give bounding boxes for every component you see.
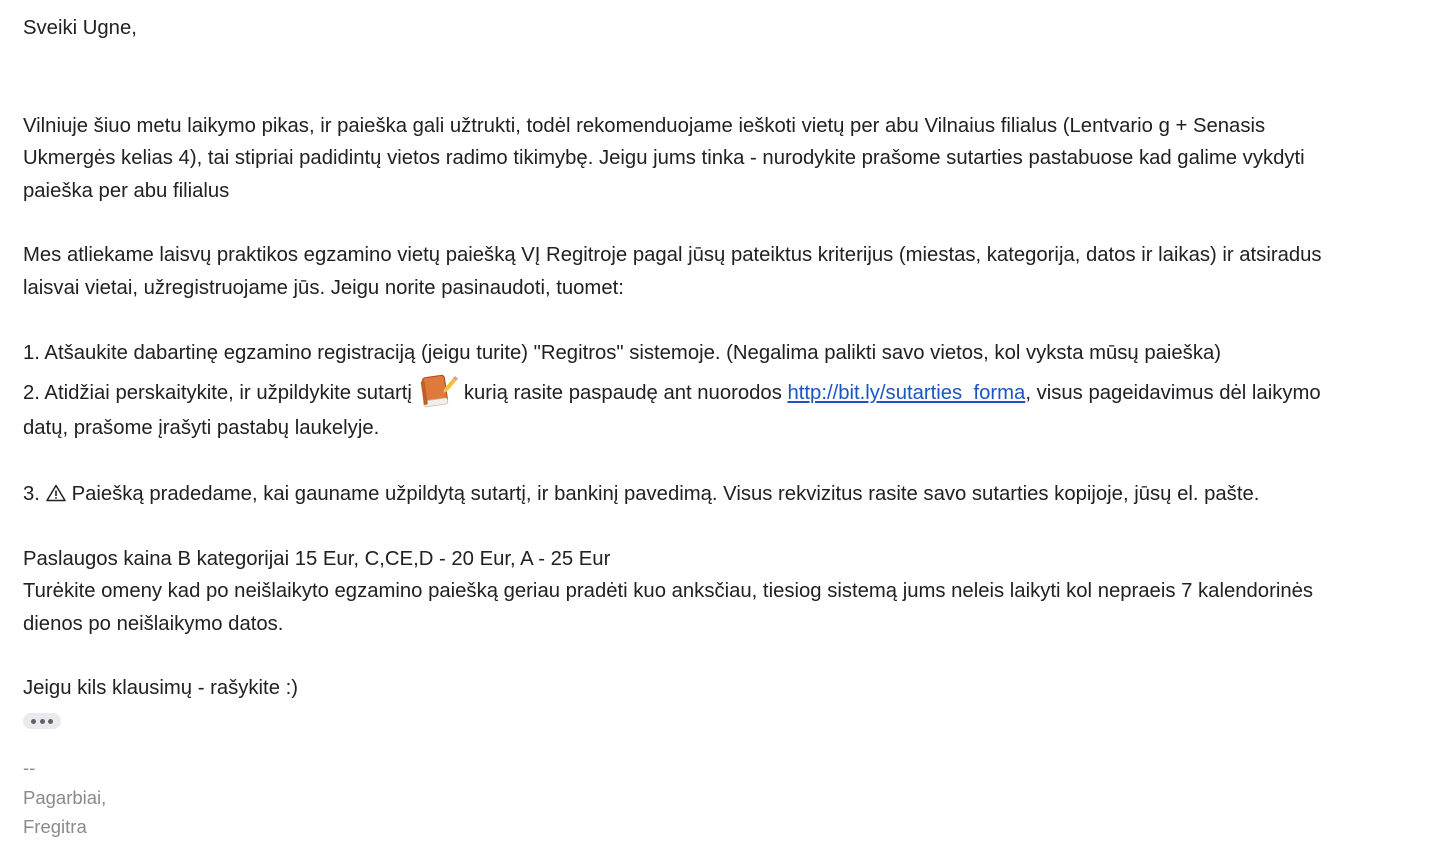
signature-name: Fregitra bbox=[23, 816, 87, 837]
paragraph-line: dienos po neišlaikymo datos. bbox=[23, 612, 284, 635]
greeting: Sveiki Ugne, bbox=[23, 17, 137, 39]
email-body bbox=[23, 12, 1423, 842]
step-2-text-end: , visus pageidavimus dėl laikymo bbox=[1025, 382, 1321, 404]
step-1: 1. Atšaukite dabartinę egzamino registraciją (jeigu turite) "Regitros" sistemoje. (Negalima palikti savo vietos, kol vyksta mūsų paieška) bbox=[23, 342, 1221, 364]
step-3-prefix: 3. bbox=[23, 483, 46, 505]
show-trimmed-content-button[interactable] bbox=[23, 713, 61, 729]
paragraph-line: Turėkite omeny kad po neišlaikyto egzamino paiešką geriau pradėti kuo anksčiau, tiesiog sistemą jums neleis laikyti kol nepraeis 7 kalendorinės bbox=[23, 580, 1314, 602]
step-2 bbox=[23, 371, 1423, 411]
warning-icon bbox=[46, 480, 66, 498]
contract-form-link[interactable]: http://bit.ly/sutarties_forma bbox=[787, 382, 1026, 404]
paragraph-note bbox=[23, 575, 1423, 640]
step-2-line-2: datų, prašome įrašyti pastabų laukelyje. bbox=[23, 417, 380, 439]
paragraph-line: Mes atliekame laisvų praktikos egzamino vietų paiešką VĮ Regitroje pagal jūsų pateiktus kriterijus (miestas, kategorija, datos ir laikas) ir atsiradus bbox=[23, 244, 1322, 266]
paragraph-service bbox=[23, 239, 1423, 304]
paragraph-line: Vilniuje šiuo metu laikymo pikas, ir paieška gali užtrukti, todėl rekomenduojame ieškoti vietų per abu Vilnaius filialus (Lentvario g + Senasis bbox=[23, 114, 1266, 137]
paragraph-branches bbox=[23, 110, 1423, 208]
step-2-text-cont: kurią rasite paspaudę ant nuorodos bbox=[463, 382, 788, 404]
paragraph-line: laisvai vietai, užregistruojame jūs. Jeigu norite pasinaudoti, tuomet: bbox=[23, 276, 624, 299]
closing-line: Jeigu kils klausimų - rašykite :) bbox=[23, 677, 298, 699]
signature-regards: Pagarbiai, bbox=[23, 786, 107, 808]
paragraph-line: paieška per abu filialus bbox=[23, 179, 230, 202]
ellipsis-icon bbox=[31, 719, 36, 724]
steps-list bbox=[23, 336, 1423, 446]
signature bbox=[23, 753, 1423, 842]
paragraph-line: Ukmergės kelias 4), tai stipriai padidintų vietos radimo tikimybę. Jeigu jums tinka - nurodykite prašome sutarties pastabuose kad galime vykdyti bbox=[23, 147, 1305, 169]
pricing: Paslaugos kaina B kategorijai 15 Eur, C,CE,D - 20 Eur, A - 25 Eur bbox=[23, 547, 611, 570]
book-with-pencil-icon bbox=[418, 371, 458, 409]
step-3 bbox=[23, 478, 1423, 511]
step-2-text: 2. Atidžiai perskaitykite, ir užpildykite sutartį bbox=[23, 382, 412, 404]
step-3-text: Paiešką pradedame, kai gauname užpildytą sutartį, ir bankinį pavedimą. Visus rekvizitus rasite savo sutarties kopijoje, jūsų el. pašte. bbox=[71, 483, 1260, 505]
signature-separator: -- bbox=[23, 757, 36, 778]
